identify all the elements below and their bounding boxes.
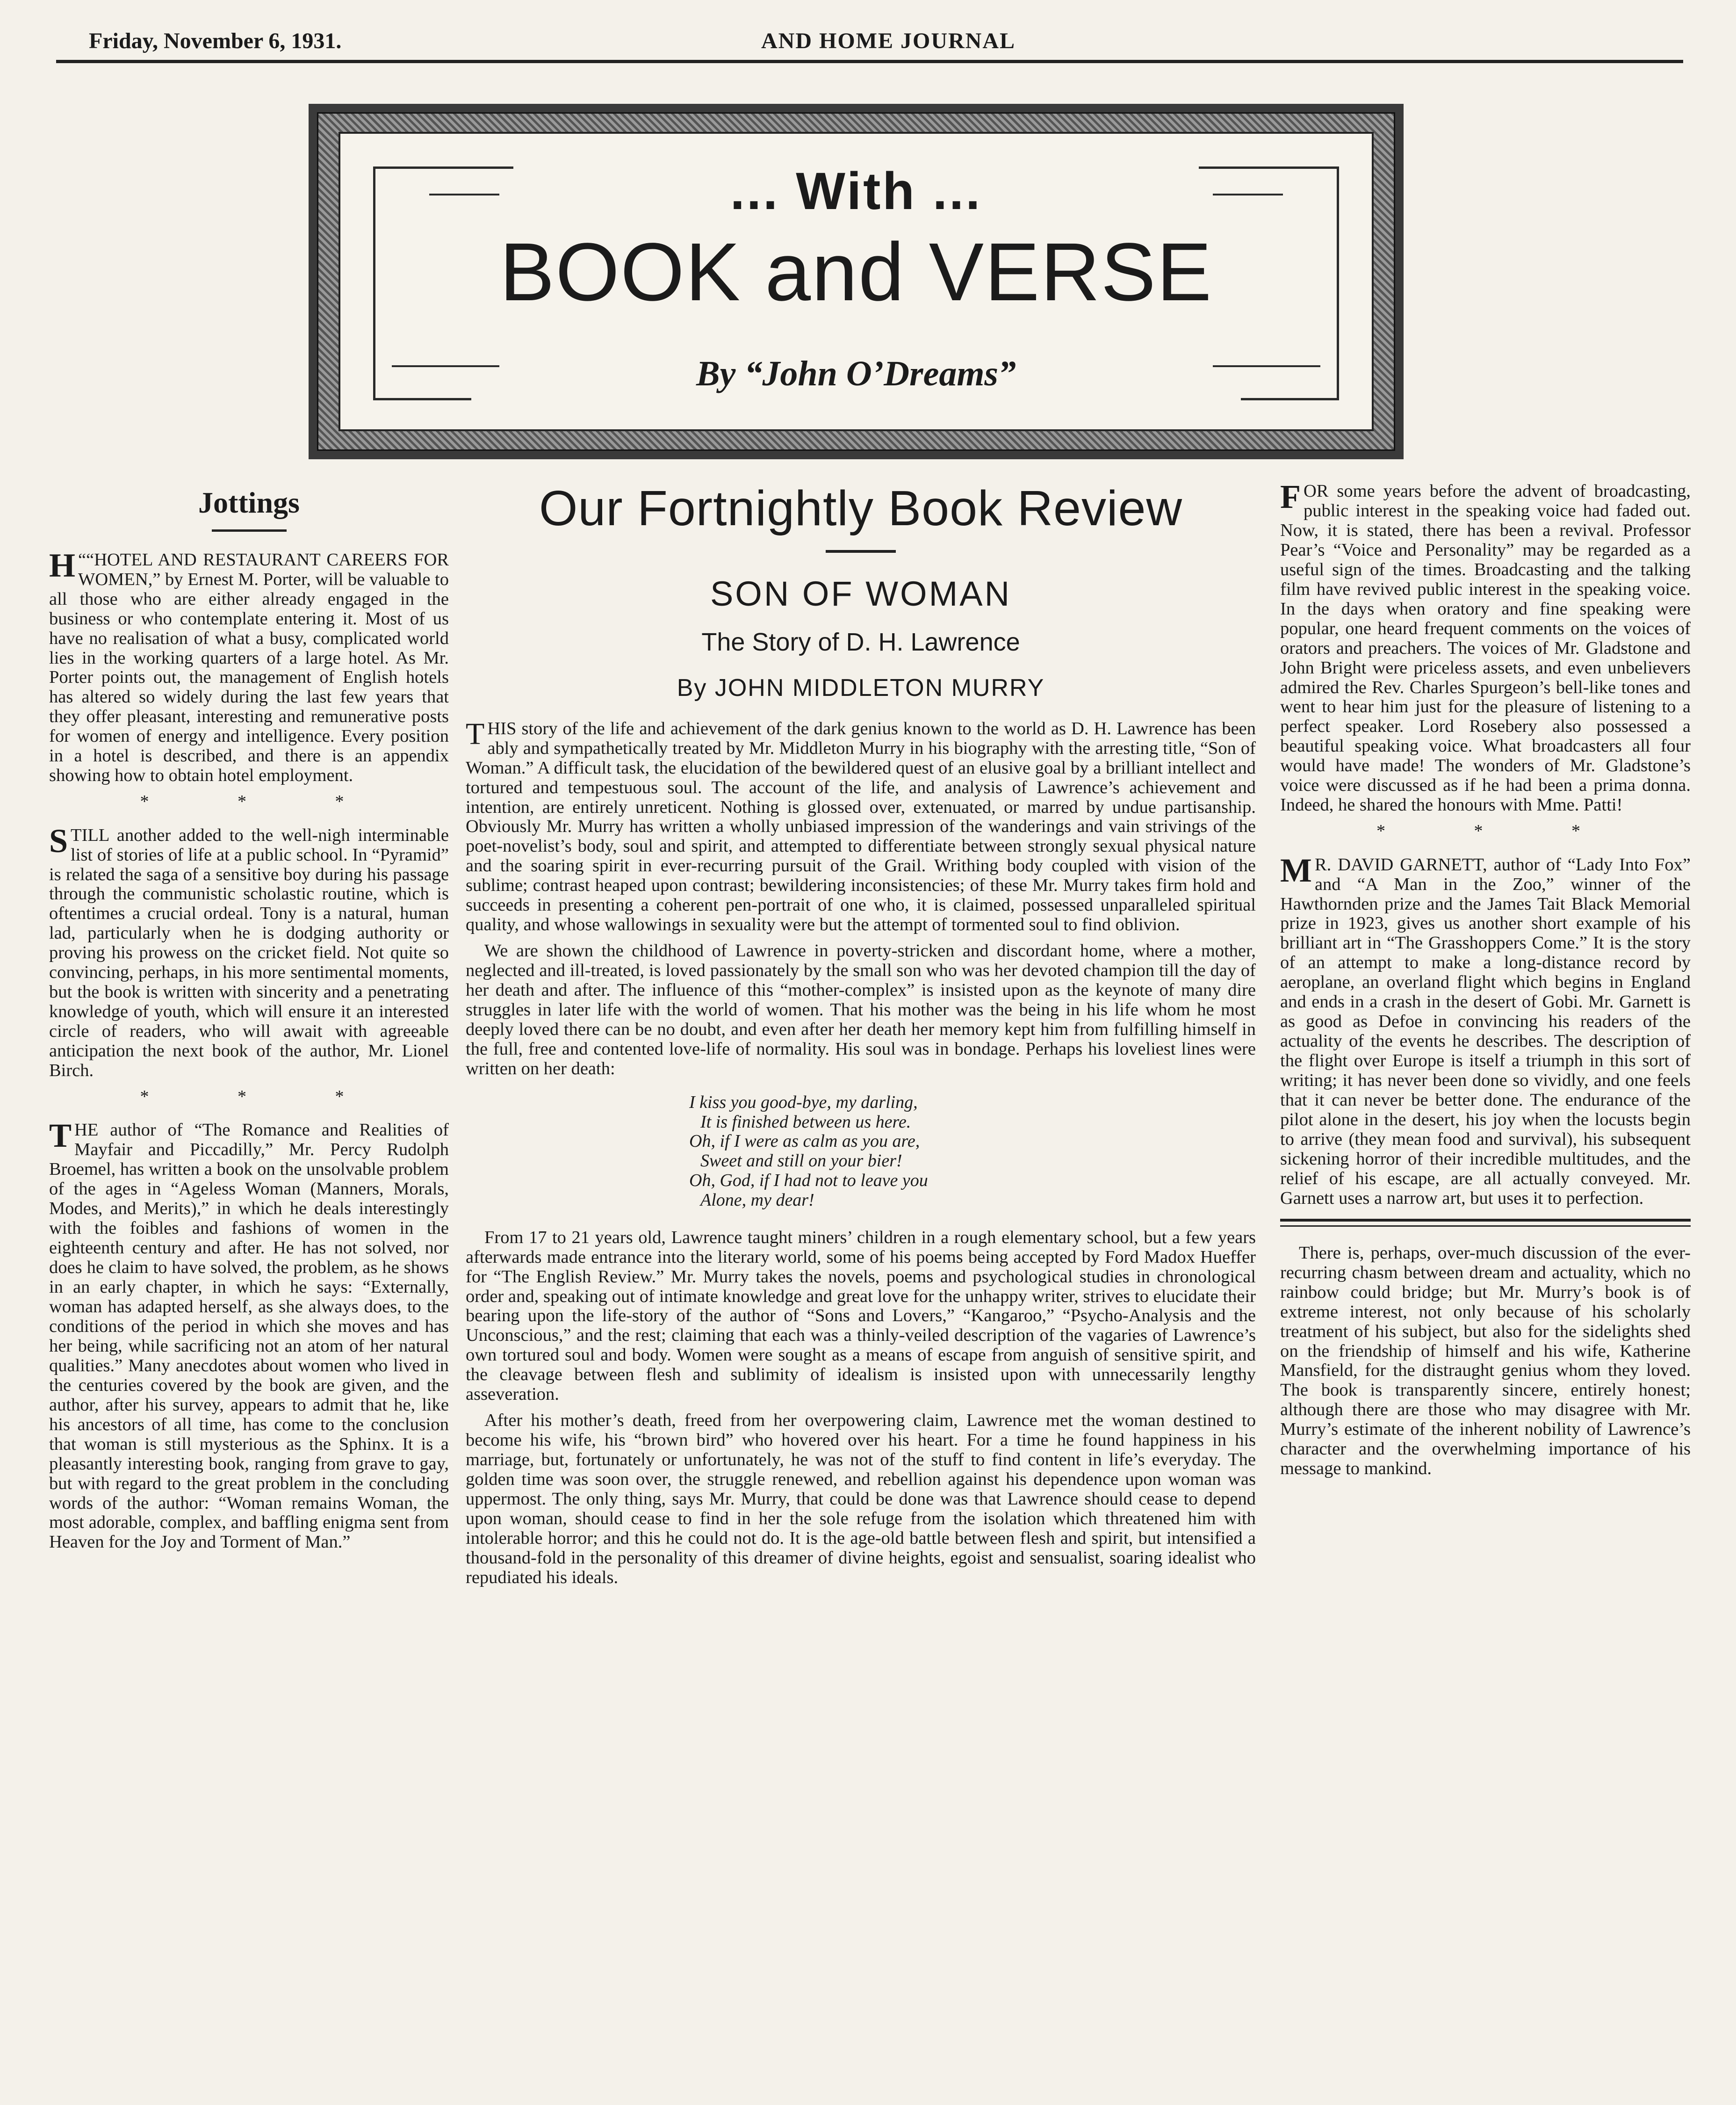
review-paragraph: THIS story of the life and achievement of the dark genius known to the world as D. H. Lawrence has been ably and sympathetically treated by Mr. Middleton Murry in his biography with the arresting title, “Son of Woman.” A difficult task, the elucidation of the bewildered quest of an elusive goal by a brilliant intellect and tortured and tempestuous soul. The account of the life, and analysis of Lawrence’s achievement and intention, are entirely unreticent. Nothing is glossed over, extenuated, or marred by undue partisanship. Obviously Mr. Murry has written a wholly unbiased impression of the wanderings and vain strivings of the poet-novelist’s body, soul and spirit, and attempted to differentiate between strongly sexual physical nature and the soaring spirit in ever-recurring pursuit of the Grail. Writhing body coupled with vision of the sublime; contrast heaped upon contrast; bewildering inconsistencies; of these Mr. Murry takes firm hold and succeeds in presenting a coherent pen-portrait of one who, it is claimed, possessed unparalleled spiritual quality, and whose wallowings in sexuality were but the attempt of tormented soul to find oblivion. [466,716,1256,935]
drop-cap: H [49,546,76,584]
poem-line: Alone, my dear! [700,1190,814,1210]
review-paragraph: From 17 to 21 years old, Lawrence taught miners’ children in a rough elementary school, but a few years afterwards made entrance into the literary world, some of his poems being accepted by Ford Madox Hueffer for “The English Review.” Mr. Murry takes the novels, poems and psychological studies in chronological order and, speaking out of intimate knowledge and great love for the unhappy writer, strives to elucidate their bearing upon the life-story of the author of “Sons and Lovers,” “Kangaroo,” “Psycho-Analysis and the Unconscious,” and the rest; claiming that each was a thinly-veiled description of the vagaries of Lawrence’s own tortured soul and body. Women were sought as a means of escape from anguish of sensitive spirit, and the cleavage between flesh and sublimity of idealism is insisted upon with unnecessarily lengthy asseveration. [466,1227,1256,1404]
poem-line: Oh, if I were as calm as you are, [689,1131,920,1151]
poem-line: Oh, God, if I had not to leave you [689,1171,928,1191]
book-author: By JOHN MIDDLETON MURRY [677,674,1045,702]
drop-cap: S [49,822,68,860]
heading-rule [212,529,287,532]
section-stars: * * * [140,792,386,812]
jotting-garnett: M R. DAVID GARNETT, author of “Lady Into Fox” and “A Man in the Zoo,” winner of the Hawthornden prize and the James Tait Black Memorial prize in 1923, gives us another short example of his brilliant art in “The Grasshoppers Come.” It is the story of an attempt to make a long-distance record by aeroplane, an overland flight which begins in England and ends in a crash in the desert of Gobi. Mr. Garnett is as good as Defoe in convincing his readers of the actuality of the events he describes. The description of the flight over Europe is itself a triumph in this sort of writing; it has never been done so vividly, and one feels that it can never be better done. The endurance of the pilot alone in the desert, his joy when the locusts begin to arrive (they mean food and survival), his subsequent sickening horror of their incredible multitudes, and the relief of his escape, are all actually conveyed. Mr. Garnett uses a narrow art, but uses it to perfection. [1280,851,1691,1208]
book-title: SON OF WOMAN [710,574,1012,613]
book-subtitle: The Story of D. H. Lawrence [701,628,1020,657]
drop-cap: T [49,1117,72,1155]
issue-date: Friday, November 6, 1931. [89,29,342,53]
column-divider [1280,1219,1691,1227]
masthead-with: ... With ... [730,162,982,220]
left-column [49,482,449,1559]
jotting-ageless-woman: THE author of “The Romance and Realities of Mayfair and Piccadilly,” Mr. Percy Rudolph Broemel, has written a book on the unsolvable problem of the ages in “Ageless Woman (Manners, Morals, Modes, and Merits),” in which he deals interestingly with the foibles and fashions of women in the eighteenth century and after. He has not solved, nor does he claim to have solved, the problem, as he shows in an early chapter, in which he says: “Externally, woman has adapted herself, as she always does, to the conditions of the period in which she moves and has her being, while sacrificing not an atom of her natural qualities.” Many anecdotes about women who lived in the centuries covered by the book are given, and the author, after his survey, appears to admit that he, like his ancestors of all time, has come to the conclusion that woman is still mysterious as the Sphinx. It is a pleasantly interesting book, ranging from grave to gay, but with regard to the great problem in the concluding words of the author: “Woman remains Woman, the most adorable, complex, and baffling enigma sent from Heaven for the Joy and Torment of Man.” [49,1117,449,1552]
poem [466,1093,1256,1210]
jotting-hotel-careers: “ H “HOTEL AND RESTAURANT CAREERS FOR WOMEN,” by Ernest M. Porter, will be valuable to all those who are either already engaged in the business or who contemplate entering it. Most of us have no realisation of what a busy, complicated world lies in the working quarters of a large hotel. As Mr. Porter points out, the management of English hotels has altered so widely during the last few years that they offer pleasant, interesting and remunerative posts for women of energy and intelligence. Every position in a hotel is described, and there is an appendix showing how to obtain hotel employment. [49,546,449,786]
masthead-box [309,104,1404,459]
drop-cap: T [466,716,485,751]
jottings-heading: Jottings [198,486,300,519]
middle-column [466,482,1256,1594]
masthead-byline: By “John O’Dreams” [696,354,1016,393]
masthead-inner [339,132,1374,431]
heading-rule [826,550,896,553]
jotting-speaking-voice: FOR some years before the advent of broadcasting, public interest in the speaking voice had faded out. Now, it is stated, there has been a revival. Professor Pear’s “Voice and Personality” may be regarded as a useful sign of the times. Broadcasting and the talking film have revived public interest in the speaking voice. In the days when oratory and fine speaking were popular, one heard frequent comments on the voices of orators and preachers. The voices of Mr. Gladstone and John Bright were priceless assets, and even unbelievers admired the Rev. Charles Spurgeon’s bell-like tones and went to hear him just for the pleasure of listening to a perfect speaker. Lord Rosebery also possessed a beautiful speaking voice. What broadcasters all four would have made! The wonders of Mr. Gladstone’s voice were discussed as if he had been a prima donna. Indeed, he shared the honours with Mme. Patti! [1280,478,1691,815]
review-heading: Our Fortnightly Book Review [539,481,1183,536]
masthead-title: BOOK and VERSE [499,226,1213,318]
right-column [1280,478,1691,1485]
poem-line: I kiss you good-bye, my darling, [689,1092,918,1112]
review-paragraph: After his mother’s death, freed from her overpowering claim, Lawrence met the woman destined to become his wife, his “brown bird” who hovered over his heart. For a time he found happiness in his marriage, but, fortunately or unfortunately, he was not of the stuff to find content in life’s everyday. The golden time was soon over, the struggle renewed, and rebellion against his dependence upon woman was uppermost. The only thing, says Mr. Murry, that could be done was that Lawrence should cease to depend upon woman, should cease to find in her the sole refuge from the isolation which threatened him with intolerable horror; and this he could not do. It is the age-old battle between flesh and spirit, but intensified a thousand-fold in the personality of this dreamer of divine heights, egoist and sensualist, soaring idealist who repudiated his ideals. [466,1411,1256,1587]
journal-name: AND HOME JOURNAL [761,29,1016,53]
running-header [56,18,1683,63]
section-stars: * * * [140,1086,386,1107]
drop-cap: F [1280,478,1301,515]
poem-line: Sweet and still on your bier! [700,1151,902,1171]
drop-cap: M [1280,851,1312,889]
review-paragraph: We are shown the childhood of Lawrence in poverty-stricken and discordant home, where a mother, neglected and ill-treated, is loved passionately by the small son who was her devoted champion till the day of her death and after. The influence of this “mother-complex” is insisted upon as the keynote of many dire struggles in later life with the world of women. That his mother was the being in his life whom he most deeply loved there can be no doubt, and even after her death her memory kept him from fulfilling himself in the full, free and contented love-life of normality. His soul was in bondage. Perhaps his loveliest lines were written on her death: [466,941,1256,1078]
poem-line: It is finished between us here. [700,1112,911,1132]
review-continuation: There is, perhaps, over-much discussion of the ever-recurring chasm between dream and actuality, which no rainbow could bridge; but Mr. Murry’s book is of extreme interest, not only because of his scholarly treatment of his subject, but also for the sidelights shed on the friendship of himself and his wife, Katherine Mansfield, for the distraught genius whom they loved. The book is transparently sincere, entirely honest; although there are those who may disagree with Mr. Murry’s estimate of the inherent nobility of Lawrence’s character and the overwhelming importance of his message to mankind. [1280,1243,1691,1479]
section-stars: * * * [1376,821,1622,841]
jotting-pyramid: STILL another added to the well-nigh interminable list of stories of life at a public school. In “Pyramid” is related the saga of a sensitive boy during his passage through the communistic scholastic routine, which is oftentimes a crucial ordeal. Tony is a natural, human lad, particularly when he is dodging authority or proving his prowess on the cricket field. Not quite so convincing, perhaps, in his more sentimental moments, but the book is written with sincerity and a penetrating knowledge of youth, which will ensure it an interested circle of readers, who will await with agreeable anticipation the next book of the author, Mr. Lionel Birch. [49,822,449,1081]
